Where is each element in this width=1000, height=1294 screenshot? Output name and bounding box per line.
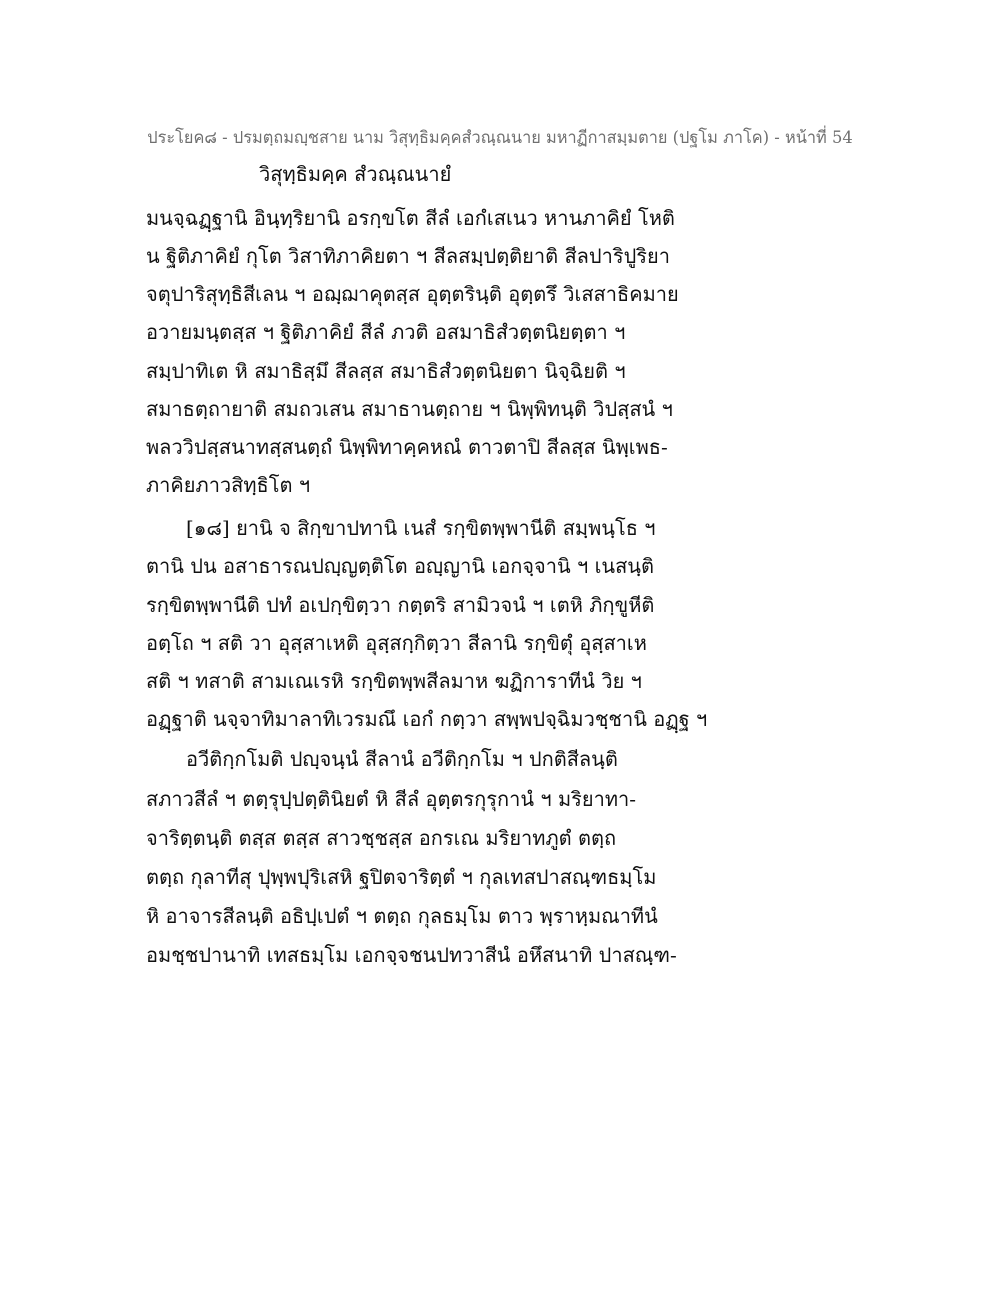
text-line: อฏฺฐาติ นจฺจาทิมาลาทิเวรมณึ เอกํ กตฺวา สพฺพปจฺฉิมวชฺชานิ อฏฺฐ ฯ [146, 707, 708, 731]
paragraph-start-line: อวีติกฺกโมติ ปญฺจนฺนํ สีลานํ อวีติกฺกโม ฯ ปกติสีลนฺติ [186, 747, 618, 771]
text-line: อวายมนฺตสฺส ฯ ฐิติภาคิยํ สีลํ ภวติ อสมาธิสํวตฺตนิยตฺตา ฯ [146, 320, 626, 344]
text-line: สมาธตฺถายาติ สมถวเสน สมาธานตฺถาย ฯ นิพฺพิทนฺติ วิปสฺสนํ ฯ [146, 397, 673, 421]
text-line: สติ ฯ ทสาติ สามเณเรหิ รกฺขิตพฺพสีลมาห ฆฏิการาทีนํ วิย ฯ [146, 669, 642, 693]
text-line: พลววิปสฺสนาทสฺสนตฺถํ นิพฺพิทาคฺคหณํ ตาวตาปิ สีลสฺส นิพฺเพธ- [146, 435, 668, 459]
text-line: จตุปาริสุทฺธิสีเลน ฯ อฌฺฌาคุตสฺส อุตฺตรินฺติ อุตฺตรึ วิเสสาธิคมาย [146, 282, 679, 306]
text-line: สภาวสีลํ ฯ ตตฺรุปฺปตฺตินิยตํ หิ สีลํ อุตฺตรกุรุกานํ ฯ มริยาทา- [146, 787, 637, 811]
text-line: จาริตฺตนฺติ ตสฺส ตสฺส สาวชฺชสฺส อกรเณ มริยาทภูตํ ตตฺถ [146, 826, 617, 850]
running-header: ประโยค๘ - ปรมตฺถมญฺชสาย นาม วิสุทฺธิมคฺคสํวณฺณนาย มหาฏีกาสมฺมตาย (ปฐโม ภาโค) - หน้าที่ 54 [147, 128, 853, 148]
text-line: ภาคิยภาวสิทฺธิโต ฯ [146, 473, 311, 497]
section-title: วิสุทฺธิมคฺค สํวณฺณนายํ [259, 162, 452, 186]
text-line: อมชฺชปานาทิ เทสธมฺโม เอกจฺจชนปทวาสีนํ อหึสนาทิ ปาสณฺฑ- [146, 943, 677, 967]
text-line: ตตฺถ กุลาทีสุ ปุพฺพปุริเสหิ ฐปิตจาริตฺตํ ฯ กุลเทสปาสณฺฑธมฺโม [146, 865, 657, 889]
text-line: ตานิ ปน อสาธารณปญฺญตฺติโต อญฺญานิ เอกจฺจานิ ฯ เนสนฺติ [146, 554, 654, 578]
text-line: หิ อาจารสีลนฺติ อธิปฺเปตํ ฯ ตตฺถ กุลธมฺโม ตาว พฺราหฺมณาทีนํ [146, 904, 658, 928]
text-line: รกฺขิตพฺพานีติ ปทํ อเปกฺขิตฺวา กตฺตริ สามิวจนํ ฯ เตหิ ภิกฺขูหีติ [146, 593, 655, 617]
text-line: น ฐิติภาคิยํ กุโต วิสาทิภาคิยตา ฯ สีลสมฺปตฺติยาติ สีลปาริปูริยา [146, 244, 670, 268]
text-line: มนจฺฉฏฺฐานิ อินฺทฺริยานิ อรกฺขโต สีลํ เอกํเสเนว หานภาคิยํ โหติ [146, 206, 675, 230]
text-line: อตฺโถ ฯ สติ วา อุสฺสาเหติ อุสฺสกฺกิตฺวา สีลานิ รกฺขิตุํ อุสฺสาเห [146, 631, 647, 655]
paragraph-start-line: [๑๘] ยานิ จ สิกฺขาปทานิ เนสํ รกฺขิตพฺพานีติ สมฺพนฺโธ ฯ [186, 516, 656, 540]
text-line: สมฺปาทิเต หิ สมาธิสฺมึ สีลสฺส สมาธิสํวตฺตนิยตา นิจฺฉิยติ ฯ [146, 359, 626, 383]
